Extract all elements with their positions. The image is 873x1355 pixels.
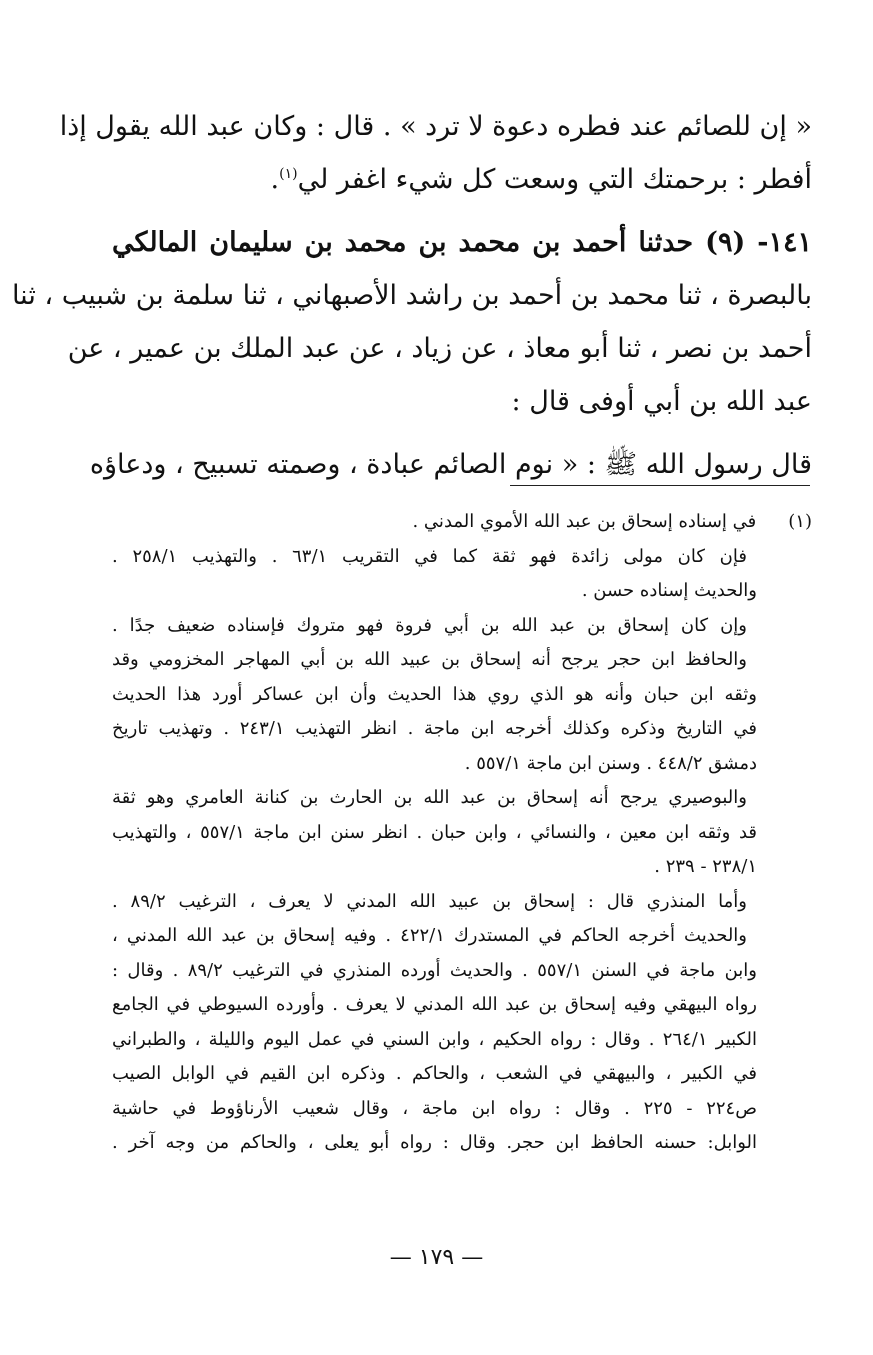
- main-text: [11, 100, 812, 491]
- main-line: قال رسول الله ﷺ : « نوم الصائم عبادة ، وصمته تسبيح ، ودعاؤه: [89, 449, 812, 480]
- footnote-line: والحديث أخرجه الحاكم في المستدرك ٤٢٢/١ . وفيه إسحاق بن عبد الله المدني ،: [112, 925, 747, 946]
- footnote-line: والحافظ ابن حجر يرجح أنه إسحاق بن عبيد الله بن أبي المهاجر المخزومي وقد: [112, 649, 747, 670]
- footnote-line: الكبير ٢٦٤/١ . وقال : رواه الحكيم ، وابن السني في عمل اليوم والليلة ، والطبراني: [112, 1028, 757, 1050]
- footnote-line: ص٢٢٤ - ٢٢٥ . وقال : رواه ابن ماجة ، وقال شعيب الأرناؤوط في حاشية: [112, 1097, 757, 1119]
- hadith-heading-line: ١٤١- (٩) حدثنا أحمد بن محمد بن محمد بن سليمان المالكي: [112, 227, 812, 258]
- main-line: بالبصرة ، ثنا محمد بن أحمد بن راشد الأصبهاني ، ثنا سلمة بن شبيب ، ثنا: [11, 280, 812, 311]
- main-line: أفطر : برحمتك التي وسعت كل شيء اغفر لي$^{(١)}$.: [270, 164, 812, 195]
- footnote-line: في الكبير ، والبيهقي في الشعب ، والحاكم . وذكره ابن القيم في الوابل الصيب: [112, 1063, 757, 1084]
- footnote-divider: [510, 485, 810, 486]
- footnote-line: والبوصيري يرجح أنه إسحاق بن عبد الله بن الحارث بن كنانة العامري وهو ثقة: [112, 787, 747, 808]
- footnote-line: دمشق ٤٤٨/٢ . وسنن ابن ماجة ٥٥٧/١ .: [464, 752, 757, 774]
- footnotes: [112, 505, 812, 1161]
- footnote-line: وإن كان إسحاق بن عبد الله بن أبي فروة فهو متروك فإسناده ضعيف جدًا .: [112, 614, 747, 636]
- footnote-line: فإن كان مولى زائدة فهو ثقة كما في التقريب ٦٣/١ . والتهذيب ٢٥٨/١ .: [112, 545, 747, 567]
- main-line: عبد الله بن أبي أوفى قال :: [511, 386, 812, 417]
- footnote-line: رواه البيهقي وفيه إسحاق بن عبد الله المدني لا يعرف . وأورده السيوطي في الجامع: [112, 994, 757, 1015]
- footnote-line: في التاريخ وذكره وكذلك أخرجه ابن ماجة . انظر التهذيب ٢٤٣/١ . وتهذيب تاريخ: [112, 718, 757, 739]
- footnote-line: وأما المنذري قال : إسحاق بن عبيد الله المدني لا يعرف ، الترغيب ٨٩/٢ .: [112, 890, 747, 912]
- footnote-line: وابن ماجة في السنن ٥٥٧/١ . والحديث أورده المنذري في الترغيب ٨٩/٢ . وقال :: [112, 959, 757, 981]
- footnote-ref[interactable]: (١): [279, 166, 298, 182]
- footnote-line: ٢٣٨/١ - ٢٣٩ .: [654, 856, 757, 877]
- page-number: — ١٧٩ —: [389, 1245, 484, 1270]
- footnote-line: (١) في إسناده إسحاق بن عبد الله الأموي المدني .: [112, 505, 812, 540]
- footnote-line: قد وثقه ابن معين ، والنسائي ، وابن حبان . انظر سنن ابن ماجة ٥٥٧/١ ، والتهذيب: [112, 821, 758, 843]
- main-line: أحمد بن نصر ، ثنا أبو معاذ ، عن زياد ، عن عبد الملك بن عمير ، عن: [67, 333, 812, 364]
- footnote-number: (١): [788, 511, 812, 532]
- footnote-line: الوابل: حسنه الحافظ ابن حجر. وقال : رواه أبو يعلى ، والحاكم من وجه آخر .: [112, 1132, 757, 1153]
- footnote-line: والحديث إسناده حسن .: [581, 580, 757, 601]
- footnote-line: وثقه ابن حبان وأنه هو الذي روي هذا الحديث وأن ابن عساكر أورد هذا الحديث: [112, 683, 757, 705]
- main-line: « إن للصائم عند فطره دعوة لا ترد » . قال : وكان عبد الله يقول إذا: [59, 111, 812, 142]
